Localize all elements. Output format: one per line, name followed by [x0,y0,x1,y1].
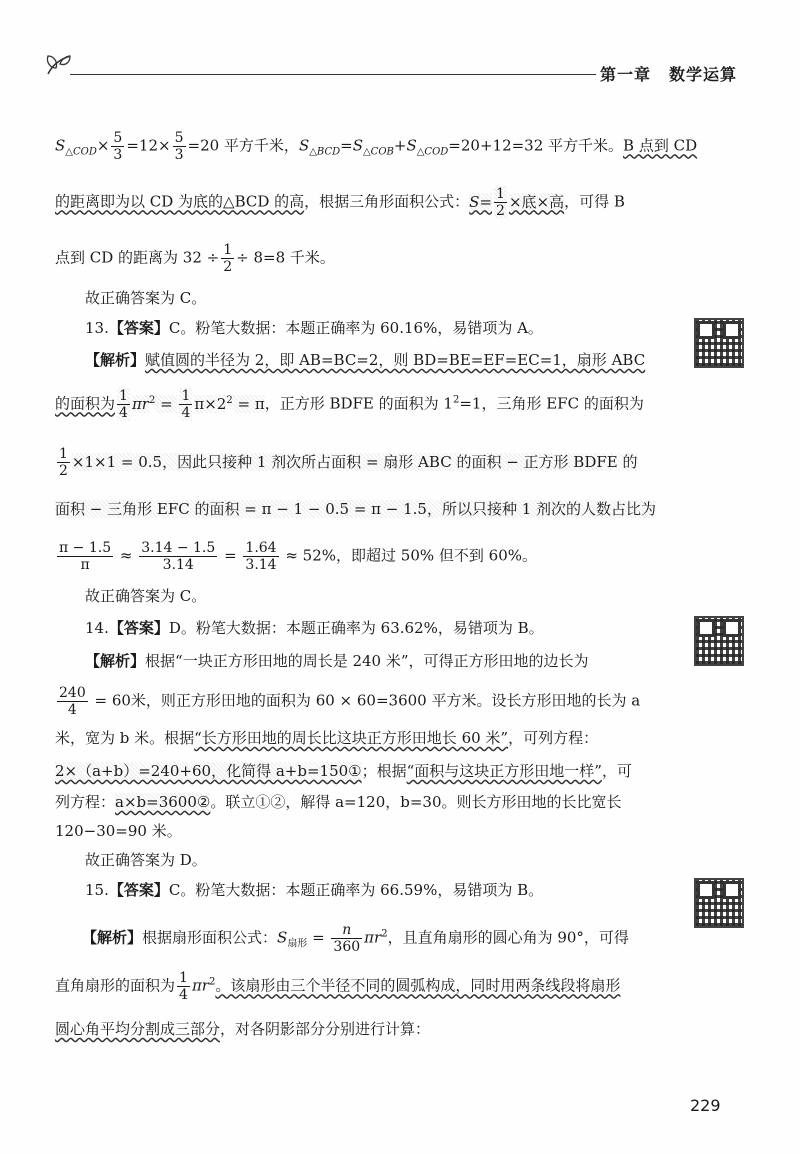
text-run: 4 [181,405,191,421]
text-line [55,186,625,219]
text-run: ，对各阴影部分分别进行计算： [220,1020,431,1038]
text-run: 赋值圆的半径为 2，即 AB=BC=2，则 BD=BE=EF=EC=1，扇形 ABC [145,351,646,369]
text-run: 扇形 [287,938,308,950]
running-header [600,62,737,85]
text-line [55,242,335,275]
text-line: 120−30=90 米。 [55,822,182,840]
text-run: 3.14 [245,557,277,573]
text-run: +S [393,136,417,155]
text-run: S [298,136,310,155]
text-run: =12× [126,136,171,155]
text-run: =1，三角形 EFC 的面积为 [459,394,644,413]
text-line [55,760,632,782]
text-run: 米，宽为 b 米。根据 [55,729,195,747]
text-line [55,1018,430,1040]
text-run: ，可列方程： [508,729,599,747]
text-run: π − 1.5 [59,540,112,556]
text-run: 的面积为 [55,394,116,413]
text-run: π×2 [194,394,227,413]
text-run: = [307,928,330,947]
text-run [179,388,192,421]
text-run: ，且直角扇形的圆心角为 90°，可得 [387,928,629,947]
text-run [57,540,113,573]
text-run [173,130,186,163]
text-run [117,388,130,421]
text-run: 1 [179,970,188,986]
chapter-label: 第一章 [600,65,652,84]
text-run: π [80,557,90,573]
answer-line: 故正确答案为 D。 [85,851,207,869]
text-run: ；根据 [361,762,407,780]
text-run: 2 [208,976,216,988]
text-run: 3.14 − 1.5 [141,540,216,556]
text-line [55,727,598,749]
text-run: 2 [223,259,233,275]
text-run: 【答案】 [108,619,169,637]
text-run: 2×（a+b）=240+60，化简得 a+b=150① [55,762,362,780]
text-run: 【解析】 [82,928,143,947]
text-run: 4 [67,702,77,718]
text-run: 面积 − 三角形 EFC 的面积 = π − 1 − 0.5 = π − 1.5，所以只接种 1 剂次的人数占比为 [55,500,657,518]
text-run: πr [191,976,209,995]
text-run [177,970,190,1003]
text-run [111,130,124,163]
text-run [331,922,362,955]
q14-answer [85,617,544,639]
text-run: 。该扇形由三个半径不同的圆弧构成，同时用两条线段将扇形 [215,976,621,995]
text-run: πr [364,928,382,947]
text-line [55,970,620,1003]
text-run: =20 平方千米， [187,136,299,155]
text-run: ，正方形 BDFE 的面积为 1 [264,394,453,413]
text-run: ×底×高 [508,192,565,211]
text-run: 2 [381,928,388,940]
header-rule [70,74,590,75]
q15-analysis [82,922,629,956]
text-run [57,446,70,479]
text-run: C。粉笔大数据：本题正确率为 60.16%，易错项为 A。 [168,319,543,337]
text-run: 【解析】 [85,351,146,369]
text-run: 1 [119,388,128,404]
text-run: 【答案】 [108,319,169,337]
text-run: ，可 [601,762,632,780]
q14-analysis [85,650,589,672]
qr-code-13[interactable] [694,318,744,368]
header-rule-tail [582,74,596,75]
text-run: 2 [59,463,68,479]
text-run: 5 [174,130,184,146]
text-run: ×1×1 = 0.5，因此只接种 1 剂次所占面积 = 扇形 ABC 的面积 − 正方形 BDFE 的 [71,452,638,471]
text-run: B 点到 CD [623,136,698,155]
text-run: 根据扇形面积公式： [142,928,278,947]
text-run: △COB [362,146,394,158]
qr-code-14[interactable] [694,616,744,666]
text-run: 3 [113,147,123,163]
page-number: 229 [690,1096,721,1115]
text-run: 1 [59,446,68,462]
text-run: 1.64 [245,540,277,556]
text-run [243,540,278,573]
text-run: 的距离即为以 CD 为底的△BCD 的高 [55,192,305,211]
text-run: =S [340,136,363,155]
qr-code-15[interactable] [694,878,744,928]
text-run: a×b=3600② [115,793,211,811]
text-run: ≈ 52%，即超过 50% 但不到 60%。 [280,546,538,565]
text-run: πr [131,394,149,413]
text-run: △BCD [309,146,341,158]
text-run: 3.14 [162,557,194,573]
text-line [55,498,656,520]
text-line [55,130,697,164]
text-run: 2 [148,394,156,406]
text-run: = [155,394,178,413]
text-run [221,242,234,275]
text-run: “长方形田地的周长比这块正方形田地长 60 米” [194,729,509,747]
chapter-title: 数学运算 [669,65,738,84]
text-run: 。联立①②，解得 a=120，b=30。则长方形田地的长比宽长 [210,793,622,811]
text-run: 2 [452,394,460,406]
text-run: 1 [496,186,505,202]
text-run: 15. [85,881,109,899]
text-run: 240 [59,685,86,701]
text-run: ≈ [115,546,138,565]
text-run: 2 [496,203,505,219]
q13-analysis [85,349,645,371]
text-run: ，根据三角形面积公式： [304,192,470,211]
text-run: 4 [119,405,128,421]
answer-line: 故正确答案为 C。 [85,587,207,605]
text-line [55,685,640,718]
text-run: 4 [179,987,188,1003]
text-run: △COD [65,146,97,158]
text-run: n [331,922,362,939]
text-line [55,388,644,421]
text-run: “面积与这块正方形田地一样” [406,762,602,780]
text-run: 点到 CD 的距离为 32 ÷ [55,248,220,267]
text-run: =20+12=32 平方千米。 [448,136,624,155]
text-run: 1 [181,388,191,404]
text-run: 列方程： [55,793,116,811]
text-run: 直角扇形的面积为 [55,976,176,995]
text-run [494,186,507,219]
text-run: 5 [113,130,123,146]
text-run: 360 [333,939,361,955]
answer-line: 故正确答案为 C。 [85,289,207,307]
text-run: × [96,136,110,155]
text-run: S [55,136,66,155]
text-line [55,446,638,479]
q15-answer [85,879,543,901]
text-run: △COD [416,146,449,158]
text-run: ，可得正方形田地的边长为 [408,652,589,670]
text-run: 2 [226,394,233,406]
q13-answer [85,317,543,339]
text-run: 根据 [145,652,176,670]
text-run: ，可得 B [564,192,625,211]
text-run: S [277,928,288,947]
text-run: 圆心角平均分割成三部分 [55,1020,221,1038]
text-run: S= [469,192,493,211]
text-run: 3 [174,147,184,163]
text-run [57,685,88,718]
text-run: 【答案】 [108,881,169,899]
text-run: 1 [223,242,233,258]
text-run: D。粉笔大数据：本题正确率为 63.62%，易错项为 B。 [168,619,544,637]
text-run: 13. [85,319,109,337]
text-run: “一块正方形田地的周长是 240 米” [175,652,409,670]
text-run: = [219,546,242,565]
leaf-icon [42,48,74,80]
text-run: = π [232,394,265,413]
text-run [139,540,217,573]
text-run: ÷ 8=8 千米。 [236,248,335,267]
text-run: = 60米，则正方形田地的面积为 60 × 60=3600 平方米。设长方形田地的长为 a [89,691,641,710]
text-run: C。粉笔大数据：本题正确率为 66.59%，易错项为 B。 [168,881,544,899]
text-run: 14. [85,619,109,637]
text-run: 【解析】 [85,652,146,670]
text-line [55,791,622,813]
text-line [55,540,537,573]
